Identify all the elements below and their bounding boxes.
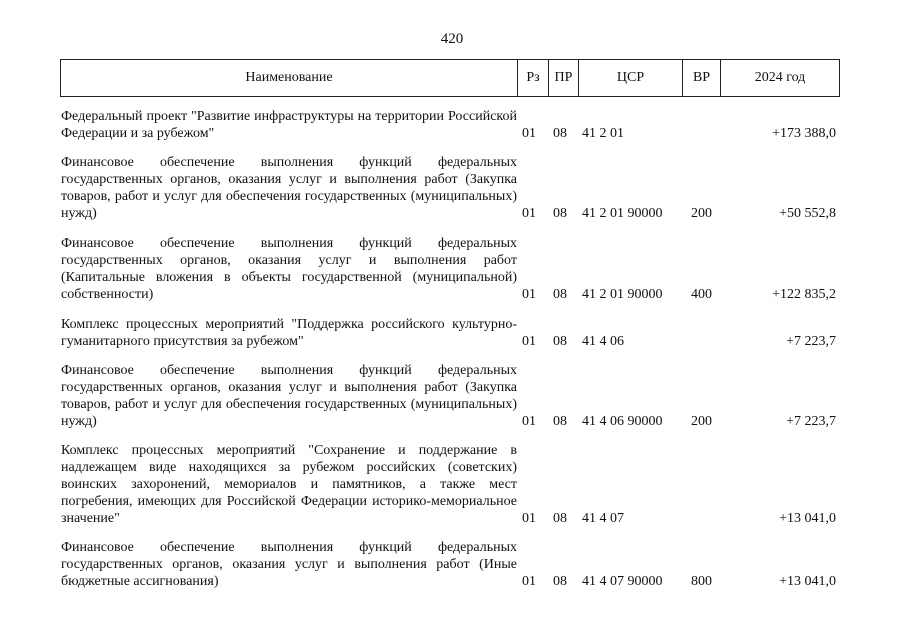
header-vr: ВР — [683, 60, 721, 97]
row-name: Комплекс процессных мероприятий "Поддержка российского культурно-гуманитарного присутствия за рубежом" — [61, 317, 517, 349]
row-amount: +7 223,7 — [786, 334, 836, 349]
row-pr: 08 — [553, 287, 567, 302]
page-number: 420 — [440, 31, 464, 47]
row-amount: +50 552,8 — [779, 206, 836, 221]
row-pr: 08 — [553, 334, 567, 349]
row-vr: 800 — [691, 574, 712, 589]
header-pr: ПР — [549, 60, 579, 97]
row-pr: 08 — [553, 511, 567, 526]
row-vr: 200 — [691, 206, 712, 221]
row-name: Финансовое обеспечение выполнения функций федеральных государственных органов, оказания услуг и выполнения работ (Закупка товаров, работ и услуг для обеспечения государственных (муниципальных) нужд) — [61, 155, 517, 221]
row-rz: 01 — [522, 206, 536, 221]
row-vr: 400 — [691, 287, 712, 302]
row-csr: 41 2 01 — [582, 126, 624, 141]
row-csr: 41 2 01 90000 — [582, 206, 663, 221]
row-amount: +173 388,0 — [772, 126, 836, 141]
row-csr: 41 4 06 — [582, 334, 624, 349]
row-name: Финансовое обеспечение выполнения функций федеральных государственных органов, оказания услуг и выполнения работ (Капитальные вложения в объекты государственной (муниципальной) собственности) — [61, 236, 517, 302]
row-amount: +122 835,2 — [772, 287, 836, 302]
row-pr: 08 — [553, 126, 567, 141]
header-year: 2024 год — [721, 60, 840, 97]
row-csr: 41 2 01 90000 — [582, 287, 663, 302]
row-rz: 01 — [522, 287, 536, 302]
row-amount: +13 041,0 — [779, 574, 836, 589]
row-name: Федеральный проект "Развитие инфраструктуры на территории Российской Федерации и за рубежом" — [61, 109, 517, 141]
row-rz: 01 — [522, 334, 536, 349]
header-rz: Рз — [518, 60, 549, 97]
table-header — [60, 59, 840, 97]
row-pr: 08 — [553, 414, 567, 429]
row-csr: 41 4 07 — [582, 511, 624, 526]
row-rz: 01 — [522, 414, 536, 429]
row-name: Комплекс процессных мероприятий "Сохранение и поддержание в надлежащем виде находящихся за рубежом российских (советских) воинских захоронений, мемориалов и памятников, а также мест погребения, имеющих для Российской Федерации историко-мемориальное значение" — [61, 443, 517, 526]
row-rz: 01 — [522, 126, 536, 141]
row-csr: 41 4 07 90000 — [582, 574, 663, 589]
row-amount: +13 041,0 — [779, 511, 836, 526]
row-amount: +7 223,7 — [786, 414, 836, 429]
row-name: Финансовое обеспечение выполнения функций федеральных государственных органов, оказания услуг и выполнения работ (Закупка товаров, работ и услуг для обеспечения государственных (муниципальных) нужд) — [61, 363, 517, 429]
row-rz: 01 — [522, 511, 536, 526]
header-name: Наименование — [61, 60, 518, 97]
row-rz: 01 — [522, 574, 536, 589]
row-vr: 200 — [691, 414, 712, 429]
header-csr: ЦСР — [579, 60, 683, 97]
row-name: Финансовое обеспечение выполнения функций федеральных государственных органов, оказания услуг и выполнения работ (Иные бюджетные ассигнования) — [61, 540, 517, 589]
row-csr: 41 4 06 90000 — [582, 414, 663, 429]
row-pr: 08 — [553, 206, 567, 221]
header-row — [61, 60, 840, 97]
row-pr: 08 — [553, 574, 567, 589]
